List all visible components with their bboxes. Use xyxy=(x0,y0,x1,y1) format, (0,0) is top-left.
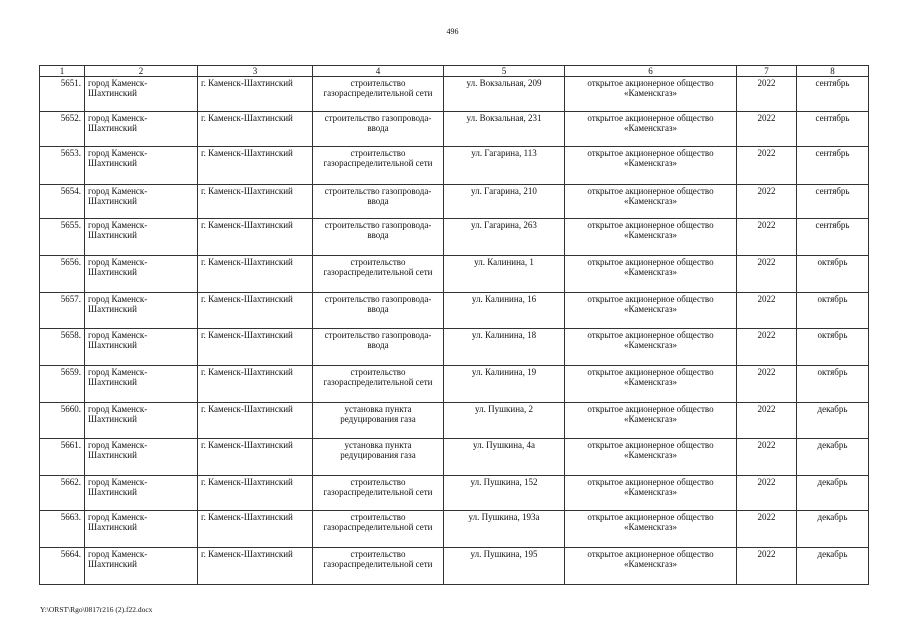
address-cell: ул. Гагарина, 113 xyxy=(444,147,565,185)
year-cell: 2022 xyxy=(737,112,797,147)
municipality-cell: город Каменск-Шахтинский xyxy=(85,548,198,585)
column-header: 7 xyxy=(737,66,797,77)
address-cell: ул. Гагарина, 263 xyxy=(444,219,565,256)
table-row xyxy=(40,256,869,293)
locality-cell: г. Каменск-Шахтинский xyxy=(198,329,313,366)
row-number: 5660. xyxy=(40,403,85,439)
footer-file-path: Y:\ORST\Rgo\0817r216 (2).f22.docx xyxy=(40,605,153,614)
year-cell: 2022 xyxy=(737,548,797,585)
year-cell: 2022 xyxy=(737,511,797,548)
address-cell: ул. Пушкина, 152 xyxy=(444,476,565,511)
row-number: 5662. xyxy=(40,476,85,511)
row-number: 5653. xyxy=(40,147,85,185)
year-cell: 2022 xyxy=(737,185,797,219)
year-cell: 2022 xyxy=(737,403,797,439)
work-type-cell: установка пункта редуцирования газа xyxy=(313,403,444,439)
organization-cell: открытое акционерное общество «Каменскгаз» xyxy=(565,548,737,585)
work-type-cell: строительство газопровода-ввода xyxy=(313,185,444,219)
row-number: 5658. xyxy=(40,329,85,366)
year-cell: 2022 xyxy=(737,439,797,476)
organization-cell: открытое акционерное общество «Каменскгаз» xyxy=(565,403,737,439)
municipality-cell: город Каменск-Шахтинский xyxy=(85,403,198,439)
year-cell: 2022 xyxy=(737,293,797,329)
table-row xyxy=(40,439,869,476)
year-cell: 2022 xyxy=(737,219,797,256)
address-cell: ул. Пушкина, 195 xyxy=(444,548,565,585)
locality-cell: г. Каменск-Шахтинский xyxy=(198,219,313,256)
row-number: 5655. xyxy=(40,219,85,256)
page-number: 496 xyxy=(446,27,459,36)
locality-cell: г. Каменск-Шахтинский xyxy=(198,548,313,585)
organization-cell: открытое акционерное общество «Каменскгаз» xyxy=(565,511,737,548)
table-header xyxy=(40,66,869,77)
month-cell: сентябрь xyxy=(797,77,869,112)
table-body xyxy=(40,77,869,585)
locality-cell: г. Каменск-Шахтинский xyxy=(198,112,313,147)
organization-cell: открытое акционерное общество «Каменскгаз» xyxy=(565,476,737,511)
work-type-cell: строительство газораспределительной сети xyxy=(313,548,444,585)
year-cell: 2022 xyxy=(737,329,797,366)
work-type-cell: строительство газораспределительной сети xyxy=(313,366,444,403)
table-row xyxy=(40,112,869,147)
table-row xyxy=(40,329,869,366)
row-number: 5664. xyxy=(40,548,85,585)
month-cell: октябрь xyxy=(797,293,869,329)
table-row xyxy=(40,366,869,403)
table-row xyxy=(40,476,869,511)
row-number: 5663. xyxy=(40,511,85,548)
municipality-cell: город Каменск-Шахтинский xyxy=(85,219,198,256)
municipality-cell: город Каменск-Шахтинский xyxy=(85,366,198,403)
municipality-cell: город Каменск-Шахтинский xyxy=(85,147,198,185)
locality-cell: г. Каменск-Шахтинский xyxy=(198,439,313,476)
month-cell: сентябрь xyxy=(797,112,869,147)
month-cell: октябрь xyxy=(797,366,869,403)
month-cell: декабрь xyxy=(797,403,869,439)
municipality-cell: город Каменск-Шахтинский xyxy=(85,439,198,476)
organization-cell: открытое акционерное общество «Каменскгаз» xyxy=(565,219,737,256)
municipality-cell: город Каменск-Шахтинский xyxy=(85,293,198,329)
year-cell: 2022 xyxy=(737,366,797,403)
column-header: 4 xyxy=(313,66,444,77)
municipality-cell: город Каменск-Шахтинский xyxy=(85,256,198,293)
organization-cell: открытое акционерное общество «Каменскгаз» xyxy=(565,366,737,403)
work-type-cell: строительство газопровода-ввода xyxy=(313,293,444,329)
year-cell: 2022 xyxy=(737,77,797,112)
municipality-cell: город Каменск-Шахтинский xyxy=(85,476,198,511)
row-number: 5654. xyxy=(40,185,85,219)
column-header: 1 xyxy=(40,66,85,77)
address-cell: ул. Гагарина, 210 xyxy=(444,185,565,219)
table-row xyxy=(40,185,869,219)
locality-cell: г. Каменск-Шахтинский xyxy=(198,77,313,112)
row-number: 5659. xyxy=(40,366,85,403)
work-type-cell: строительство газораспределительной сети xyxy=(313,511,444,548)
row-number: 5656. xyxy=(40,256,85,293)
column-header: 2 xyxy=(85,66,198,77)
year-cell: 2022 xyxy=(737,147,797,185)
organization-cell: открытое акционерное общество «Каменскгаз» xyxy=(565,329,737,366)
municipality-cell: город Каменск-Шахтинский xyxy=(85,112,198,147)
column-header: 5 xyxy=(444,66,565,77)
address-cell: ул. Пушкина, 4а xyxy=(444,439,565,476)
column-header: 6 xyxy=(565,66,737,77)
work-type-cell: строительство газопровода-ввода xyxy=(313,329,444,366)
month-cell: декабрь xyxy=(797,439,869,476)
locality-cell: г. Каменск-Шахтинский xyxy=(198,147,313,185)
organization-cell: открытое акционерное общество «Каменскгаз» xyxy=(565,112,737,147)
row-number: 5661. xyxy=(40,439,85,476)
work-type-cell: установка пункта редуцирования газа xyxy=(313,439,444,476)
table-row xyxy=(40,548,869,585)
address-cell: ул. Вокзальная, 231 xyxy=(444,112,565,147)
year-cell: 2022 xyxy=(737,476,797,511)
organization-cell: открытое акционерное общество «Каменскгаз» xyxy=(565,256,737,293)
address-cell: ул. Калинина, 16 xyxy=(444,293,565,329)
month-cell: сентябрь xyxy=(797,185,869,219)
table-row xyxy=(40,77,869,112)
municipality-cell: город Каменск-Шахтинский xyxy=(85,185,198,219)
month-cell: октябрь xyxy=(797,256,869,293)
column-header: 8 xyxy=(797,66,869,77)
address-cell: ул. Калинина, 19 xyxy=(444,366,565,403)
address-cell: ул. Пушкина, 193а xyxy=(444,511,565,548)
work-type-cell: строительство газораспределительной сети xyxy=(313,256,444,293)
month-cell: декабрь xyxy=(797,476,869,511)
work-type-cell: строительство газораспределительной сети xyxy=(313,77,444,112)
year-cell: 2022 xyxy=(737,256,797,293)
row-number: 5657. xyxy=(40,293,85,329)
locality-cell: г. Каменск-Шахтинский xyxy=(198,256,313,293)
table-row xyxy=(40,219,869,256)
municipality-cell: город Каменск-Шахтинский xyxy=(85,77,198,112)
municipality-cell: город Каменск-Шахтинский xyxy=(85,511,198,548)
organization-cell: открытое акционерное общество «Каменскгаз» xyxy=(565,185,737,219)
address-cell: ул. Калинина, 18 xyxy=(444,329,565,366)
locality-cell: г. Каменск-Шахтинский xyxy=(198,511,313,548)
header-row xyxy=(40,66,869,77)
organization-cell: открытое акционерное общество «Каменскгаз» xyxy=(565,293,737,329)
month-cell: сентябрь xyxy=(797,147,869,185)
table-row xyxy=(40,147,869,185)
month-cell: декабрь xyxy=(797,511,869,548)
locality-cell: г. Каменск-Шахтинский xyxy=(198,185,313,219)
month-cell: декабрь xyxy=(797,548,869,585)
address-cell: ул. Пушкина, 2 xyxy=(444,403,565,439)
table-row xyxy=(40,511,869,548)
work-type-cell: строительство газопровода-ввода xyxy=(313,219,444,256)
work-type-cell: строительство газораспределительной сети xyxy=(313,476,444,511)
data-table xyxy=(39,65,869,585)
locality-cell: г. Каменск-Шахтинский xyxy=(198,476,313,511)
work-type-cell: строительство газопровода-ввода xyxy=(313,112,444,147)
organization-cell: открытое акционерное общество «Каменскгаз» xyxy=(565,77,737,112)
work-type-cell: строительство газораспределительной сети xyxy=(313,147,444,185)
row-number: 5652. xyxy=(40,112,85,147)
organization-cell: открытое акционерное общество «Каменскгаз» xyxy=(565,147,737,185)
table-row xyxy=(40,293,869,329)
locality-cell: г. Каменск-Шахтинский xyxy=(198,403,313,439)
municipality-cell: город Каменск-Шахтинский xyxy=(85,329,198,366)
organization-cell: открытое акционерное общество «Каменскгаз» xyxy=(565,439,737,476)
locality-cell: г. Каменск-Шахтинский xyxy=(198,293,313,329)
column-header: 3 xyxy=(198,66,313,77)
address-cell: ул. Калинина, 1 xyxy=(444,256,565,293)
row-number: 5651. xyxy=(40,77,85,112)
month-cell: сентябрь xyxy=(797,219,869,256)
table-row xyxy=(40,403,869,439)
month-cell: октябрь xyxy=(797,329,869,366)
address-cell: ул. Вокзальная, 209 xyxy=(444,77,565,112)
locality-cell: г. Каменск-Шахтинский xyxy=(198,366,313,403)
